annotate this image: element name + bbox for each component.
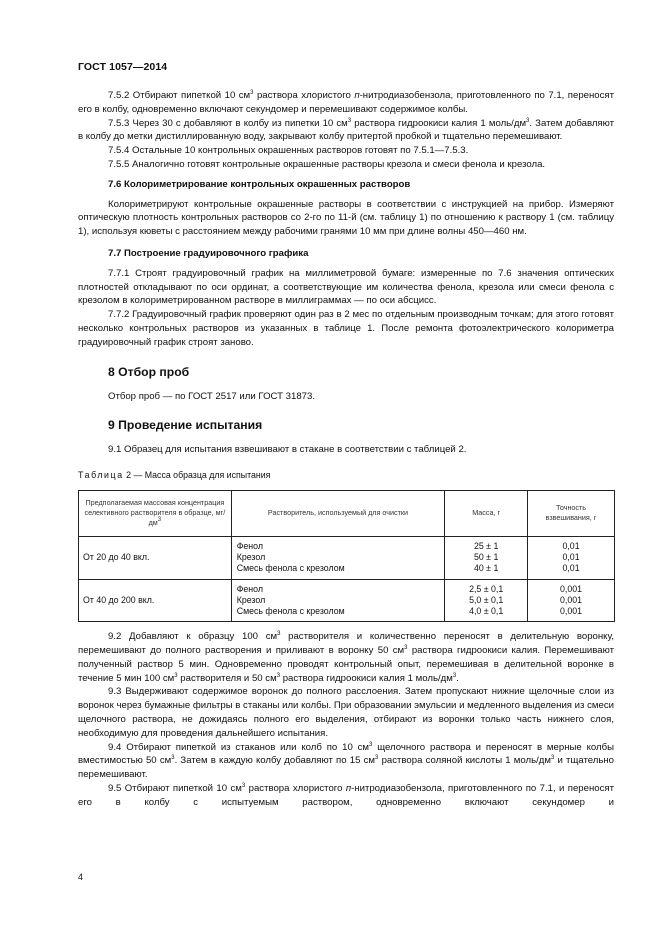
table-row [79, 536, 615, 579]
cell-accuracy: 0,001 0,001 0,001 [528, 579, 615, 622]
paragraph-7-7-2: 7.7.2 Градуировочный график проверяют один раз в 2 мес по отдельным производным точкам; для этого готовят несколько контрольных растворов из указанных в таблице 1. После ремонта фотоэлектрического колориметра градуировочный график строят заново. [78, 309, 614, 348]
header-mass: Масса, г [445, 490, 528, 536]
paragraph-9-2: 9.2 Добавляют к образцу 100 $см^3$ растворителя и количественно переносят в делительную воронку, перемешивают до полного растворения и приливают в воронку 50 $см^3$ раствора гидроокиси калия. Перемешивают полученный раствор 5 мин. Одновременно проводят контрольный опыт, перемешивая в делительной воронке в течение 5 мин 100 $см^3$ растворителя и 50 $см^3$ раствора гидроокиси калия 1 моль/$дм^3$. [78, 631, 614, 684]
cell-range: От 20 до 40 вкл. [79, 536, 232, 579]
header-solvent: Растворитель, используемый для очистки [231, 490, 445, 536]
paragraph-9-1: 9.1 Образец для испытания взвешивают в стакане в соответствии с таблицей 2. [108, 444, 467, 456]
header-accuracy: Точность взвешивания, г [528, 490, 615, 536]
paragraph-8: Отбор проб — по ГОСТ 2517 или ГОСТ 31873. [108, 390, 316, 402]
paragraph-9-4: 9.4 Отбирают пипеткой из стаканов или колб по 10 $см^3$ щелочного раствора и переносят в мерные колбы вместимостью 50 $см^3$. Затем в каждую колбу добавляют по 15 $см^3$ раствора соляной кислоты 1 моль/$дм^3$ и тщательно перемешивают. [78, 741, 615, 781]
document-body [78, 89, 614, 810]
paragraph-7-5-3: 7.5.3 Через 30 с добавляют в колбу из пипетки 10 $см^3$ раствора гидроокиси калия 1 моль/$дм^3$. Затем добавляют в колбу до метки дистиллированную воду, закрывают колбу притертой пробкой и тщательно перемешивают. [78, 117, 614, 143]
table-row [79, 579, 615, 622]
paragraph-7-7-1: 7.7.1 Строят градуировочный график на миллиметровой бумаге: измеренные по 7.6 значения оптических плотностей откладывают по оси ординат, а соответствующие им количества фенола, крезола или смеси фенола с крезолом в колориметрированном растворе в миллиграммах — по оси абсцисс. [78, 267, 614, 307]
cell-solvents: Фенол Крезол Смесь фенола с крезолом [231, 536, 445, 579]
table-caption: Таблица 2 — Масса образца для испытания [78, 470, 271, 481]
document-header: ГОСТ 1057—2014 [78, 61, 168, 73]
cell-range: От 40 до 200 вкл. [79, 579, 232, 622]
table-header-row [79, 490, 615, 536]
cell-mass: 25 ± 1 50 ± 1 40 ± 1 [445, 536, 528, 579]
cell-solvents: Фенол Крезол Смесь фенола с крезолом [231, 579, 445, 622]
cell-accuracy: 0,01 0,01 0,01 [528, 536, 615, 579]
paragraph-7-6: Колориметрируют контрольные окрашенные растворы в соответствии с инструкцией на прибор. Измеряют оптическую плотность контрольных растворов со 2-го по 11-й (см. таблицу 1) по отношению к раствору 1 (см. таблицу 1), используя кюветы с расстоянием между рабочими гранями 10 мм при длине волны 450—460 нм. [78, 198, 614, 238]
paragraph-9-3: 9.3 Выдерживают содержимое воронок до полного расслоения. Затем пропускают нижние щелочные слои из воронок через бумажные фильтры в стаканы или колбы. При образовании эмульсии и медленного выделения из смеси щелочного раствора, не дожидаясь полного его выделения, отбирают из воронки только часть нижнего слоя, необходимую для проведения дальнейшего испытания. [78, 686, 614, 739]
paragraph-7-5-5: 7.5.5 Аналогично готовят контрольные окрашенные растворы крезола и смеси фенола и крезола. [108, 158, 546, 170]
section-heading-8: 8 Отбор проб [108, 364, 190, 379]
paragraph-7-5-4: 7.5.4 Остальные 10 контрольных окрашенных растворов готовят по 7.5.1—7.5.3. [108, 145, 469, 157]
section-heading-7-6: 7.6 Колориметрирование контрольных окрашенных растворов [108, 178, 411, 190]
section-heading-7-7: 7.7 Построение градуировочного графика [108, 247, 309, 259]
cell-mass: 2,5 ± 0,1 5,0 ± 0,1 4,0 ± 0,1 [445, 579, 528, 622]
sample-mass-table [78, 490, 615, 622]
page-number: 4 [78, 872, 84, 882]
section-heading-9: 9 Проведение испытания [108, 418, 263, 433]
paragraph-9-5: 9.5 Отбирают пипеткой 10 $см^3$ раствора хлористого п-нитродиазобензола, приготовленного по 7.1, и переносят его в колбу с испытуемым раствором, одновременно включают секундомер и [78, 782, 614, 808]
header-concentration: Предполагаемая массовая концентрация селективного растворителя в образце, $мг/дм^3$ [79, 490, 232, 536]
paragraph-7-5-2: 7.5.2 Отбирают пипеткой 10 $см^3$ раствора хлористого п-нитродиазобензола, приготовленного по 7.1, переносят его в колбу, одновременно включают секундомер и перемешивают содержимое колбы. [78, 90, 615, 115]
